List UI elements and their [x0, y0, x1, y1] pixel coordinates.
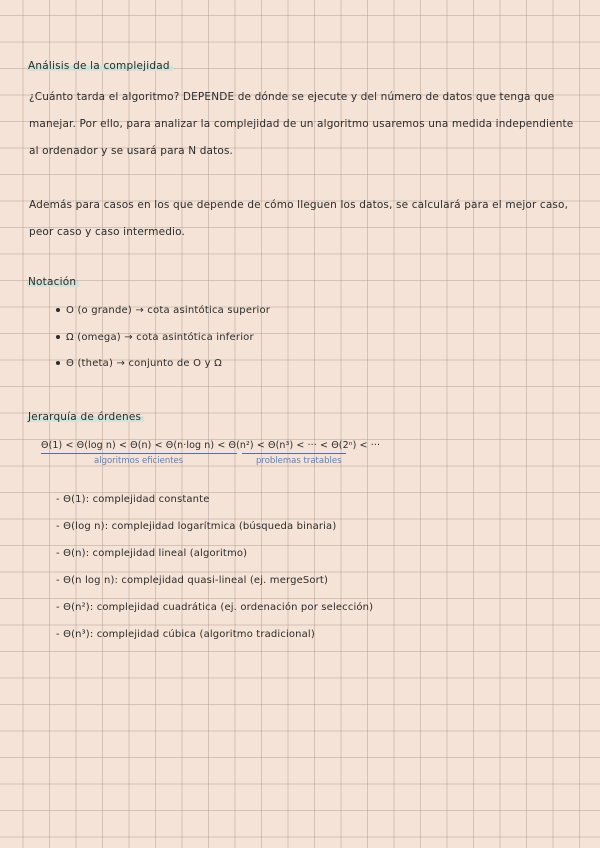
list-item-cubica: - Θ(n³): complejidad cúbica (algoritmo tradicional) — [56, 629, 315, 640]
hierarchy-orders: Θ(1) < Θ(log n) < Θ(n) < Θ(n·log n) < Θ(n²) < Θ(n³) < ··· < Θ(2ⁿ) < ··· — [41, 440, 381, 451]
section-heading-complejidad: Análisis de la complejidad — [27, 60, 173, 72]
bullet-omega: Ω (omega) → cota asintótica inferior — [56, 332, 254, 343]
list-item-logaritmica: - Θ(log n): complejidad logarítmica (búsqueda binaria) — [56, 521, 337, 532]
bullet-o-grande: O (o grande) → cota asintótica superior — [56, 305, 270, 316]
label-hard: problemas tratables — [256, 456, 342, 466]
bullet-dot-icon — [56, 335, 60, 339]
list-item-quasi-lineal: - Θ(n log n): complejidad quasi-lineal (ej. mergeSort) — [56, 575, 329, 586]
underline-efficient — [41, 453, 237, 454]
list-item-lineal: - Θ(n): complejidad lineal (algoritmo) — [56, 548, 248, 559]
paragraph-intro: ¿Cuánto tarda el algoritmo? DEPENDE de dónde se ejecute y del número de datos que tenga que manejar. Por ello, para analizar la complejidad de un algoritmo usaremos una medida independiente al ordenador y se usará para N datos. — [29, 91, 574, 157]
list-item-constante: - Θ(1): complejidad constante — [56, 494, 210, 505]
section-heading-notacion: Notación — [27, 276, 79, 288]
underline-hard — [242, 453, 346, 454]
list-item-cuadratica: - Θ(n²): complejidad cuadrática (ej. ordenación por selección) — [56, 602, 374, 613]
bullet-dot-icon — [56, 361, 60, 365]
paragraph-casos: Además para casos en los que depende de cómo lleguen los datos, se calculará para el mejor caso, peor caso y caso intermedio. — [29, 199, 569, 238]
label-efficient: algoritmos eficientes — [94, 456, 184, 466]
section-heading-jerarquia: Jerarquía de órdenes — [27, 411, 144, 423]
bullet-theta: Θ (theta) → conjunto de O y Ω — [56, 358, 222, 369]
bullet-dot-icon — [56, 308, 60, 312]
